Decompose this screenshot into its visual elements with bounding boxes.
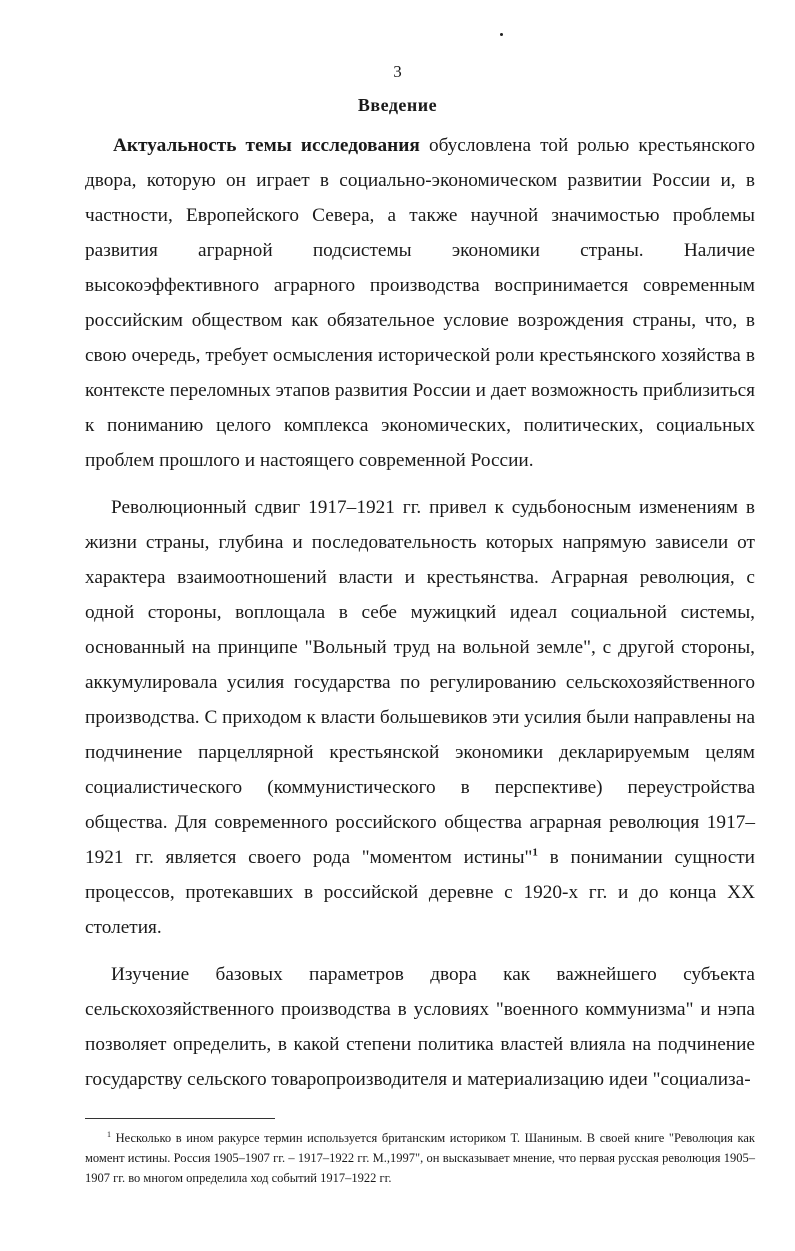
paragraph-1 [85,128,755,478]
page-number: 3 [393,62,402,81]
footnote-mark: 1 [107,1129,111,1139]
paragraph-2 [85,490,755,945]
paragraph-2-text: Революционный сдвиг 1917–1921 гг. привел к судьбоносным изменениям в жизни страны, глубина и последовательность которых напрямую зависели от характера взаимоотношений власти и крестьянства. Аграрная революция, с одной стороны, воплощала в себе мужицкий идеал социальной системы, основанный на принципе "Вольный труд на вольной земле", с другой стороны, аккумулировала усилия государства по регулированию сельскохозяйственного производства. С приходом к власти большевиков эти усилия были направлены на подчинение парцеллярной крестьянской экономики декларируемым целям социалистического (коммунистического в перспективе) переустройства общества. Для современного российского общества аграрная революция 1917–1921 гг. является своего рода "моментом истины" [85,497,755,868]
footnote-text: Несколько в ином ракурсе термин используется британским историком Т. Шаниным. В своей книге "Революция как момент истины. Россия 1905–1907 гг. – 1917–1922 гг. М.,1997", он высказывает мнение, что первая русская революция 1905–1907 гг. во многом определила ход событий 1917–1922 гг. [85,1131,755,1185]
scan-speck [500,33,503,36]
paragraph-1-text: обусловлена той ролью крестьянского двора, которую он играет в социально-экономическом развитии России и, в частности, Европейского Севера, а также научной значимостью проблемы развития аграрной подсистемы экономики страны. Наличие высокоэффективного аграрного производства воспринимается современным российским обществом как обязательное условие возрождения страны, что, в свою очередь, требует осмысления исторической роли крестьянского хозяйства в контексте переломных этапов развития России и дает возможность приблизиться к пониманию целого комплекса экономических, политических, социальных проблем прошлого и настоящего современной России. [85,135,755,471]
paragraph-2-tail: в понимании сущности процессов, протекавших в российской деревне с 1920-х гг. и до конца XX столетия. [85,847,756,938]
footnote-reference[interactable]: 1 [532,846,538,859]
paragraph-3-text: Изучение базовых параметров двора как важнейшего субъекта сельскохозяйственного производства в условиях "военного коммунизма" и нэпа позволяет определить, в какой степени политика властей влияла на подчинение государству сельского товаропроизводителя и материализацию идеи "социализа- [85,964,755,1090]
footnote-divider [85,1118,275,1119]
paragraph-1-lead: Актуальность темы исследования [113,135,420,156]
footnote [85,1128,755,1188]
paragraph-3 [85,957,755,1097]
section-title: Введение [357,95,438,115]
body-text [85,128,755,1109]
